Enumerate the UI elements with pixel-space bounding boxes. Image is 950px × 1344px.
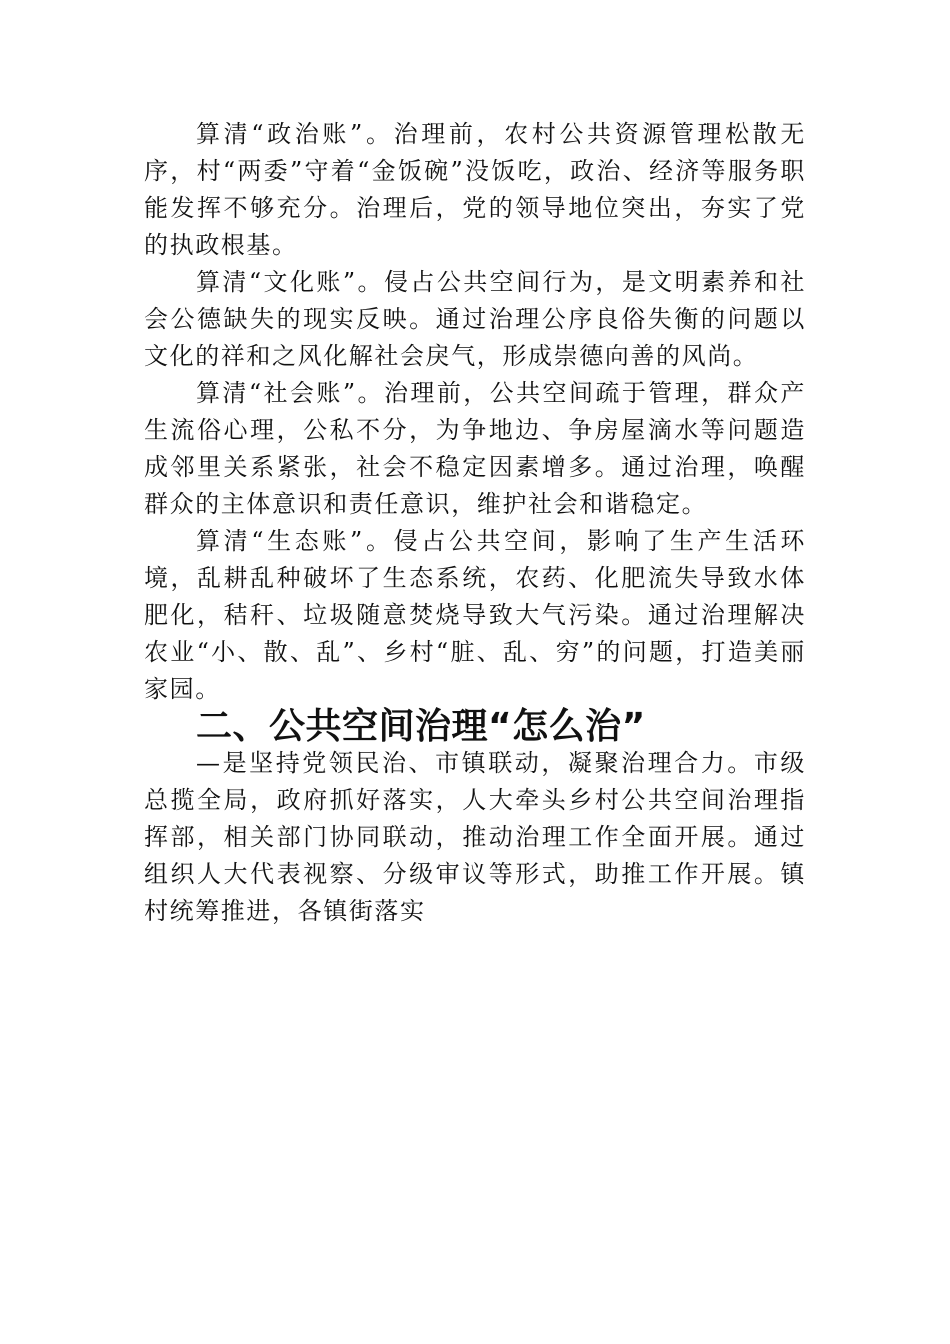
- paragraph-cultural-account: 算清“文化账”。侵占公共空间行为，是文明素养和社会公德缺失的现实反映。通过治理公序良俗失衡的问题以文化的祥和之风化解社会戾气，形成崇德向善的风尚。: [144, 268, 806, 370]
- paragraph-political-account: 算清“政治账”。治理前，农村公共资源管理松散无序，村“两委”守着“金饭碗”没饭吃，政治、经济等服务职能发挥不够充分。治理后，党的领导地位突出，夯实了党的执政根基。: [144, 120, 806, 259]
- paragraph-ecological-account: 算清“生态账”。侵占公共空间，影响了生产生活环境，乱耕乱种破坏了生态系统，农药、化肥流失导致水体肥化，秸秆、垃圾随意焚烧导致大气污染。通过治理解决农业“小、散、乱”、乡村“脏、乱、穷”的问题，打造美丽家园。: [144, 527, 806, 703]
- paragraph-social-account: 算清“社会账”。治理前，公共空间疏于管理，群众产生流俗心理，公私不分，为争地边、争房屋滴水等问题造成邻里关系紧张，社会不稳定因素增多。通过治理，唤醒群众的主体意识和责任意识，维护社会和谐稳定。: [144, 379, 806, 518]
- document-body: [144, 116, 806, 930]
- section-heading: 二、公共空间治理“怎么治”: [196, 706, 646, 747]
- paragraph-governance-point-one: —是坚持党领民治、市镇联动，凝聚治理合力。市级总揽全局，政府抓好落实，人大牵头乡村公共空间治理指挥部，相关部门协同联动，推动治理工作全面开展。通过组织人大代表视察、分级审议等形式，助推工作开展。镇村统筹推进，各镇街落实: [144, 749, 806, 925]
